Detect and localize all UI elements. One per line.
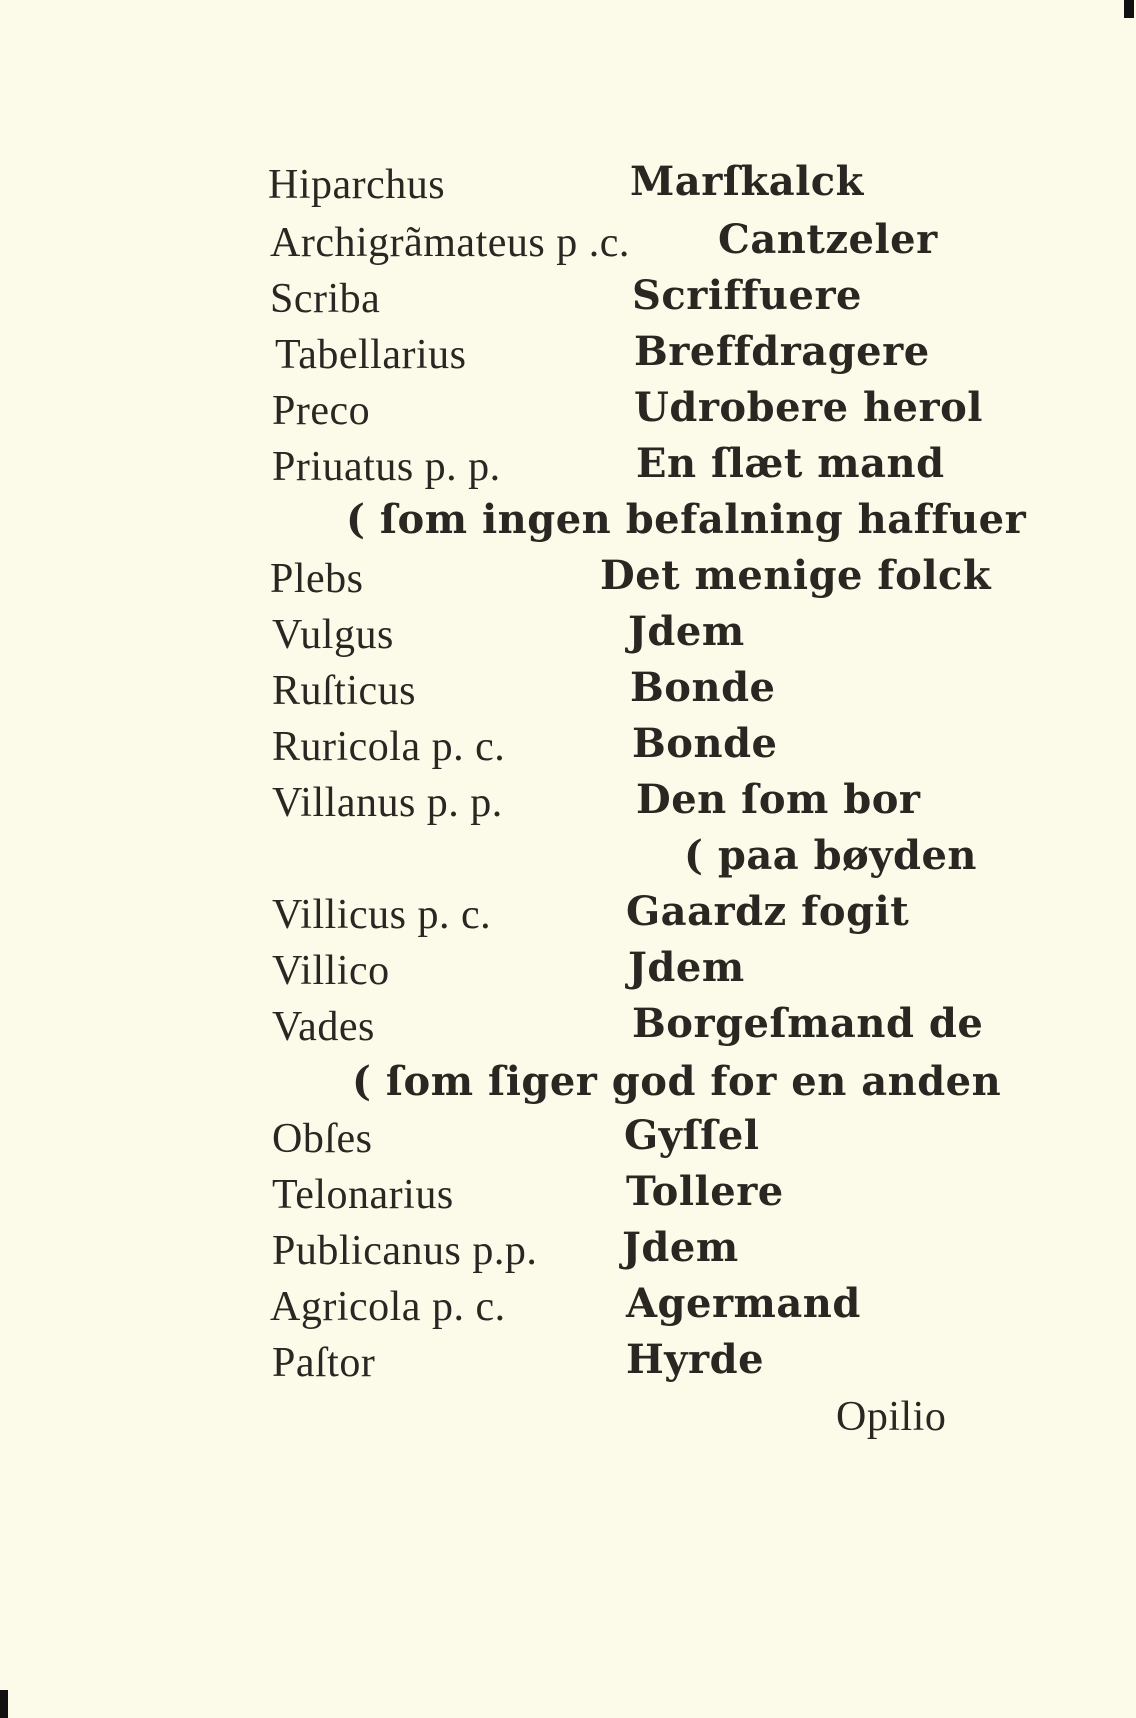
latin-term: Villicus p. c. [272, 892, 492, 938]
latin-term: Tabellarius [275, 332, 467, 378]
danish-term: Udrobere herol [634, 384, 983, 431]
danish-term: Tollere [626, 1168, 784, 1215]
latin-term: Vades [272, 1004, 375, 1050]
danish-term: Den ſom bor [636, 776, 921, 823]
danish-term: Cantzeler [718, 216, 938, 263]
danish-term: Jdem [628, 608, 745, 655]
latin-term: Publicanus p.p. [272, 1228, 538, 1274]
latin-term: Priuatus p. p. [272, 444, 501, 490]
danish-term: Hyrde [626, 1336, 765, 1383]
latin-term: Archigrãmateus p .c. [270, 220, 630, 266]
danish-term: Gyſſel [624, 1112, 760, 1159]
danish-term: Jdem [622, 1224, 739, 1271]
danish-continuation: ( ſom ingen befalning haffuer [346, 496, 1027, 543]
latin-term: Preco [272, 388, 371, 434]
danish-term: Bonde [630, 664, 776, 711]
danish-term: Breffdragere [634, 328, 930, 375]
latin-term: Obſes [272, 1116, 373, 1162]
danish-term: Gaardz fogit [626, 888, 910, 935]
latin-term: Paſtor [272, 1340, 376, 1386]
danish-term: Scriffuere [632, 272, 862, 319]
danish-continuation: ( ſom ſiger god for en anden [352, 1058, 1002, 1105]
catchword: Opilio [836, 1394, 947, 1440]
danish-continuation: ( paa bøyden [684, 832, 977, 879]
danish-term: Bonde [632, 720, 778, 767]
latin-term: Vulgus [272, 612, 394, 658]
danish-term: En ſlæt mand [636, 440, 945, 487]
danish-term: Borgeſmand de [632, 1000, 984, 1047]
latin-term: Ruricola p. c. [272, 724, 506, 770]
danish-term: Marſkalck [630, 158, 864, 205]
latin-term: Villanus p. p. [272, 780, 503, 826]
latin-term: Telonarius [272, 1172, 454, 1218]
danish-term: Jdem [628, 944, 745, 991]
danish-term: Det menige folck [600, 552, 992, 599]
danish-term: Agermand [626, 1280, 861, 1327]
latin-term: Agricola p. c. [270, 1284, 506, 1330]
latin-term: Plebs [270, 556, 364, 602]
latin-term: Scriba [270, 276, 381, 322]
latin-term: Ruſticus [272, 668, 417, 714]
latin-term: Hiparchus [268, 162, 446, 208]
latin-term: Villico [272, 948, 390, 994]
